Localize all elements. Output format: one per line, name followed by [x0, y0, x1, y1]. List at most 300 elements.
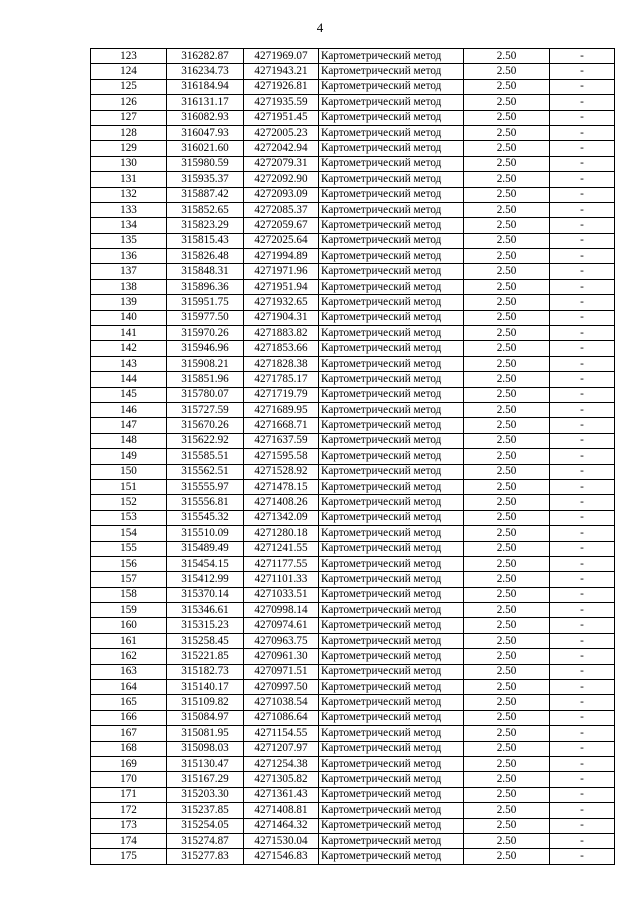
point-number-cell: 130 [91, 156, 167, 171]
y-coordinate-cell: 4272059.67 [244, 218, 319, 233]
coordinates-table [90, 48, 615, 865]
y-coordinate-cell: 4271154.55 [244, 726, 319, 741]
remark-cell: - [550, 64, 615, 79]
x-coordinate-cell: 315084.97 [167, 710, 244, 725]
method-cell: Картометрический метод [319, 449, 464, 464]
table-row [91, 664, 615, 679]
y-coordinate-cell: 4271478.15 [244, 479, 319, 494]
remark-cell: - [550, 233, 615, 248]
x-coordinate-cell: 315109.82 [167, 695, 244, 710]
x-coordinate-cell: 315130.47 [167, 756, 244, 771]
y-coordinate-cell: 4271101.33 [244, 572, 319, 587]
method-cell: Картометрический метод [319, 95, 464, 110]
point-number-cell: 140 [91, 310, 167, 325]
table-row [91, 356, 615, 371]
table-row [91, 387, 615, 402]
y-coordinate-cell: 4271637.59 [244, 433, 319, 448]
x-coordinate-cell: 315980.59 [167, 156, 244, 171]
remark-cell: - [550, 433, 615, 448]
x-coordinate-cell: 315970.26 [167, 326, 244, 341]
accuracy-cell: 2.50 [464, 464, 550, 479]
point-number-cell: 162 [91, 649, 167, 664]
point-number-cell: 160 [91, 618, 167, 633]
method-cell: Картометрический метод [319, 79, 464, 94]
method-cell: Картометрический метод [319, 726, 464, 741]
accuracy-cell: 2.50 [464, 618, 550, 633]
y-coordinate-cell: 4272093.09 [244, 187, 319, 202]
y-coordinate-cell: 4271038.54 [244, 695, 319, 710]
table-row [91, 295, 615, 310]
table-row [91, 449, 615, 464]
point-number-cell: 164 [91, 680, 167, 695]
method-cell: Картометрический метод [319, 187, 464, 202]
method-cell: Картометрический метод [319, 172, 464, 187]
method-cell: Картометрический метод [319, 649, 464, 664]
table-row [91, 202, 615, 217]
remark-cell: - [550, 387, 615, 402]
page-number: 4 [316, 20, 324, 35]
y-coordinate-cell: 4272079.31 [244, 156, 319, 171]
table-row [91, 279, 615, 294]
remark-cell: - [550, 279, 615, 294]
method-cell: Картометрический метод [319, 310, 464, 325]
remark-cell: - [550, 172, 615, 187]
accuracy-cell: 2.50 [464, 572, 550, 587]
x-coordinate-cell: 315935.37 [167, 172, 244, 187]
x-coordinate-cell: 315315.23 [167, 618, 244, 633]
table-row [91, 495, 615, 510]
table-row [91, 587, 615, 602]
remark-cell: - [550, 418, 615, 433]
remark-cell: - [550, 649, 615, 664]
accuracy-cell: 2.50 [464, 526, 550, 541]
remark-cell: - [550, 249, 615, 264]
method-cell: Картометрический метод [319, 356, 464, 371]
table-row [91, 172, 615, 187]
accuracy-cell: 2.50 [464, 495, 550, 510]
x-coordinate-cell: 315370.14 [167, 587, 244, 602]
table-row [91, 141, 615, 156]
remark-cell: - [550, 156, 615, 171]
y-coordinate-cell: 4272042.94 [244, 141, 319, 156]
point-number-cell: 123 [91, 49, 167, 64]
x-coordinate-cell: 315727.59 [167, 402, 244, 417]
x-coordinate-cell: 316282.87 [167, 49, 244, 64]
y-coordinate-cell: 4270997.50 [244, 680, 319, 695]
x-coordinate-cell: 315946.96 [167, 341, 244, 356]
remark-cell: - [550, 772, 615, 787]
method-cell: Картометрический метод [319, 618, 464, 633]
x-coordinate-cell: 315346.61 [167, 603, 244, 618]
point-number-cell: 167 [91, 726, 167, 741]
method-cell: Картометрический метод [319, 556, 464, 571]
x-coordinate-cell: 315489.49 [167, 541, 244, 556]
point-number-cell: 127 [91, 110, 167, 125]
y-coordinate-cell: 4271177.55 [244, 556, 319, 571]
method-cell: Картометрический метод [319, 587, 464, 602]
point-number-cell: 143 [91, 356, 167, 371]
x-coordinate-cell: 315237.85 [167, 803, 244, 818]
x-coordinate-cell: 315585.51 [167, 449, 244, 464]
x-coordinate-cell: 315622.92 [167, 433, 244, 448]
table-row [91, 402, 615, 417]
table-row [91, 156, 615, 171]
point-number-cell: 155 [91, 541, 167, 556]
x-coordinate-cell: 315908.21 [167, 356, 244, 371]
method-cell: Картометрический метод [319, 541, 464, 556]
table-row [91, 833, 615, 848]
method-cell: Картометрический метод [319, 233, 464, 248]
point-number-cell: 132 [91, 187, 167, 202]
accuracy-cell: 2.50 [464, 433, 550, 448]
table-row [91, 603, 615, 618]
method-cell: Картометрический метод [319, 572, 464, 587]
remark-cell: - [550, 264, 615, 279]
y-coordinate-cell: 4271943.21 [244, 64, 319, 79]
point-number-cell: 169 [91, 756, 167, 771]
y-coordinate-cell: 4270971.51 [244, 664, 319, 679]
point-number-cell: 156 [91, 556, 167, 571]
remark-cell: - [550, 680, 615, 695]
x-coordinate-cell: 315167.29 [167, 772, 244, 787]
table-row [91, 695, 615, 710]
table-row [91, 326, 615, 341]
y-coordinate-cell: 4271904.31 [244, 310, 319, 325]
remark-cell: - [550, 849, 615, 864]
x-coordinate-cell: 315510.09 [167, 526, 244, 541]
y-coordinate-cell: 4271342.09 [244, 510, 319, 525]
y-coordinate-cell: 4271546.83 [244, 849, 319, 864]
point-number-cell: 166 [91, 710, 167, 725]
point-number-cell: 141 [91, 326, 167, 341]
point-number-cell: 124 [91, 64, 167, 79]
point-number-cell: 133 [91, 202, 167, 217]
method-cell: Картометрический метод [319, 326, 464, 341]
point-number-cell: 125 [91, 79, 167, 94]
accuracy-cell: 2.50 [464, 218, 550, 233]
accuracy-cell: 2.50 [464, 79, 550, 94]
accuracy-cell: 2.50 [464, 110, 550, 125]
x-coordinate-cell: 315556.81 [167, 495, 244, 510]
point-number-cell: 174 [91, 833, 167, 848]
point-number-cell: 154 [91, 526, 167, 541]
x-coordinate-cell: 315851.96 [167, 372, 244, 387]
x-coordinate-cell: 315852.65 [167, 202, 244, 217]
y-coordinate-cell: 4271719.79 [244, 387, 319, 402]
y-coordinate-cell: 4271994.89 [244, 249, 319, 264]
remark-cell: - [550, 633, 615, 648]
point-number-cell: 161 [91, 633, 167, 648]
point-number-cell: 144 [91, 372, 167, 387]
point-number-cell: 150 [91, 464, 167, 479]
x-coordinate-cell: 315254.05 [167, 818, 244, 833]
method-cell: Картометрический метод [319, 49, 464, 64]
accuracy-cell: 2.50 [464, 187, 550, 202]
table-row [91, 803, 615, 818]
y-coordinate-cell: 4271951.45 [244, 110, 319, 125]
accuracy-cell: 2.50 [464, 233, 550, 248]
x-coordinate-cell: 315562.51 [167, 464, 244, 479]
x-coordinate-cell: 315140.17 [167, 680, 244, 695]
remark-cell: - [550, 618, 615, 633]
accuracy-cell: 2.50 [464, 833, 550, 848]
remark-cell: - [550, 556, 615, 571]
method-cell: Картометрический метод [319, 341, 464, 356]
point-number-cell: 145 [91, 387, 167, 402]
accuracy-cell: 2.50 [464, 680, 550, 695]
y-coordinate-cell: 4271241.55 [244, 541, 319, 556]
point-number-cell: 146 [91, 402, 167, 417]
accuracy-cell: 2.50 [464, 633, 550, 648]
accuracy-cell: 2.50 [464, 341, 550, 356]
point-number-cell: 129 [91, 141, 167, 156]
table-row [91, 79, 615, 94]
point-number-cell: 139 [91, 295, 167, 310]
y-coordinate-cell: 4271528.92 [244, 464, 319, 479]
table-row [91, 572, 615, 587]
point-number-cell: 170 [91, 772, 167, 787]
table-row [91, 372, 615, 387]
table-row [91, 818, 615, 833]
accuracy-cell: 2.50 [464, 756, 550, 771]
remark-cell: - [550, 326, 615, 341]
method-cell: Картометрический метод [319, 787, 464, 802]
method-cell: Картометрический метод [319, 710, 464, 725]
remark-cell: - [550, 587, 615, 602]
table-row [91, 49, 615, 64]
y-coordinate-cell: 4270998.14 [244, 603, 319, 618]
accuracy-cell: 2.50 [464, 710, 550, 725]
x-coordinate-cell: 316131.17 [167, 95, 244, 110]
table-row [91, 310, 615, 325]
accuracy-cell: 2.50 [464, 95, 550, 110]
remark-cell: - [550, 741, 615, 756]
table-row [91, 433, 615, 448]
remark-cell: - [550, 110, 615, 125]
point-number-cell: 142 [91, 341, 167, 356]
y-coordinate-cell: 4270963.75 [244, 633, 319, 648]
remark-cell: - [550, 526, 615, 541]
accuracy-cell: 2.50 [464, 541, 550, 556]
method-cell: Картометрический метод [319, 803, 464, 818]
method-cell: Картометрический метод [319, 64, 464, 79]
y-coordinate-cell: 4271305.82 [244, 772, 319, 787]
accuracy-cell: 2.50 [464, 264, 550, 279]
method-cell: Картометрический метод [319, 603, 464, 618]
method-cell: Картометрический метод [319, 372, 464, 387]
y-coordinate-cell: 4271785.17 [244, 372, 319, 387]
accuracy-cell: 2.50 [464, 849, 550, 864]
method-cell: Картометрический метод [319, 141, 464, 156]
remark-cell: - [550, 402, 615, 417]
table-row [91, 633, 615, 648]
x-coordinate-cell: 315826.48 [167, 249, 244, 264]
point-number-cell: 152 [91, 495, 167, 510]
method-cell: Картометрический метод [319, 695, 464, 710]
x-coordinate-cell: 316021.60 [167, 141, 244, 156]
remark-cell: - [550, 141, 615, 156]
table-row [91, 849, 615, 864]
table-row [91, 618, 615, 633]
remark-cell: - [550, 726, 615, 741]
x-coordinate-cell: 315896.36 [167, 279, 244, 294]
x-coordinate-cell: 316234.73 [167, 64, 244, 79]
x-coordinate-cell: 315848.31 [167, 264, 244, 279]
accuracy-cell: 2.50 [464, 387, 550, 402]
accuracy-cell: 2.50 [464, 818, 550, 833]
table-row [91, 418, 615, 433]
remark-cell: - [550, 818, 615, 833]
table-row [91, 233, 615, 248]
method-cell: Картометрический метод [319, 387, 464, 402]
remark-cell: - [550, 464, 615, 479]
y-coordinate-cell: 4271408.81 [244, 803, 319, 818]
accuracy-cell: 2.50 [464, 510, 550, 525]
table-row [91, 479, 615, 494]
method-cell: Картометрический метод [319, 279, 464, 294]
remark-cell: - [550, 603, 615, 618]
point-number-cell: 163 [91, 664, 167, 679]
accuracy-cell: 2.50 [464, 741, 550, 756]
table-row [91, 526, 615, 541]
y-coordinate-cell: 4271530.04 [244, 833, 319, 848]
y-coordinate-cell: 4271464.32 [244, 818, 319, 833]
point-number-cell: 148 [91, 433, 167, 448]
accuracy-cell: 2.50 [464, 49, 550, 64]
point-number-cell: 138 [91, 279, 167, 294]
x-coordinate-cell: 315780.07 [167, 387, 244, 402]
accuracy-cell: 2.50 [464, 587, 550, 602]
x-coordinate-cell: 315815.43 [167, 233, 244, 248]
accuracy-cell: 2.50 [464, 141, 550, 156]
table-row [91, 125, 615, 140]
remark-cell: - [550, 803, 615, 818]
method-cell: Картометрический метод [319, 495, 464, 510]
point-number-cell: 134 [91, 218, 167, 233]
method-cell: Картометрический метод [319, 202, 464, 217]
method-cell: Картометрический метод [319, 833, 464, 848]
method-cell: Картометрический метод [319, 849, 464, 864]
y-coordinate-cell: 4271828.38 [244, 356, 319, 371]
remark-cell: - [550, 664, 615, 679]
accuracy-cell: 2.50 [464, 803, 550, 818]
y-coordinate-cell: 4271280.18 [244, 526, 319, 541]
accuracy-cell: 2.50 [464, 310, 550, 325]
y-coordinate-cell: 4271207.97 [244, 741, 319, 756]
y-coordinate-cell: 4270974.61 [244, 618, 319, 633]
remark-cell: - [550, 125, 615, 140]
table-row [91, 341, 615, 356]
x-coordinate-cell: 315221.85 [167, 649, 244, 664]
accuracy-cell: 2.50 [464, 449, 550, 464]
method-cell: Картометрический метод [319, 218, 464, 233]
remark-cell: - [550, 310, 615, 325]
accuracy-cell: 2.50 [464, 479, 550, 494]
y-coordinate-cell: 4271254.38 [244, 756, 319, 771]
remark-cell: - [550, 341, 615, 356]
remark-cell: - [550, 833, 615, 848]
x-coordinate-cell: 315977.50 [167, 310, 244, 325]
y-coordinate-cell: 4272085.37 [244, 202, 319, 217]
y-coordinate-cell: 4272092.90 [244, 172, 319, 187]
y-coordinate-cell: 4271361.43 [244, 787, 319, 802]
point-number-cell: 136 [91, 249, 167, 264]
table-row [91, 218, 615, 233]
x-coordinate-cell: 315274.87 [167, 833, 244, 848]
table-row [91, 649, 615, 664]
table-row [91, 680, 615, 695]
y-coordinate-cell: 4271595.58 [244, 449, 319, 464]
method-cell: Картометрический метод [319, 402, 464, 417]
accuracy-cell: 2.50 [464, 326, 550, 341]
method-cell: Картометрический метод [319, 418, 464, 433]
y-coordinate-cell: 4272005.23 [244, 125, 319, 140]
remark-cell: - [550, 541, 615, 556]
accuracy-cell: 2.50 [464, 356, 550, 371]
table-row [91, 741, 615, 756]
accuracy-cell: 2.50 [464, 249, 550, 264]
method-cell: Картометрический метод [319, 680, 464, 695]
point-number-cell: 158 [91, 587, 167, 602]
point-number-cell: 157 [91, 572, 167, 587]
table-row [91, 187, 615, 202]
x-coordinate-cell: 315555.97 [167, 479, 244, 494]
x-coordinate-cell: 315098.03 [167, 741, 244, 756]
method-cell: Картометрический метод [319, 433, 464, 448]
accuracy-cell: 2.50 [464, 202, 550, 217]
point-number-cell: 159 [91, 603, 167, 618]
method-cell: Картометрический метод [319, 295, 464, 310]
y-coordinate-cell: 4271853.66 [244, 341, 319, 356]
remark-cell: - [550, 187, 615, 202]
remark-cell: - [550, 95, 615, 110]
remark-cell: - [550, 372, 615, 387]
table-row [91, 249, 615, 264]
accuracy-cell: 2.50 [464, 295, 550, 310]
y-coordinate-cell: 4270961.30 [244, 649, 319, 664]
method-cell: Картометрический метод [319, 741, 464, 756]
point-number-cell: 175 [91, 849, 167, 864]
table-row [91, 556, 615, 571]
remark-cell: - [550, 295, 615, 310]
table-row [91, 110, 615, 125]
accuracy-cell: 2.50 [464, 125, 550, 140]
table-row [91, 787, 615, 802]
point-number-cell: 137 [91, 264, 167, 279]
table-row [91, 464, 615, 479]
x-coordinate-cell: 315081.95 [167, 726, 244, 741]
method-cell: Картометрический метод [319, 125, 464, 140]
method-cell: Картометрический метод [319, 510, 464, 525]
x-coordinate-cell: 316082.93 [167, 110, 244, 125]
y-coordinate-cell: 4271969.07 [244, 49, 319, 64]
x-coordinate-cell: 315887.42 [167, 187, 244, 202]
y-coordinate-cell: 4271935.59 [244, 95, 319, 110]
table-row [91, 772, 615, 787]
point-number-cell: 172 [91, 803, 167, 818]
remark-cell: - [550, 79, 615, 94]
method-cell: Картометрический метод [319, 633, 464, 648]
accuracy-cell: 2.50 [464, 695, 550, 710]
x-coordinate-cell: 315823.29 [167, 218, 244, 233]
accuracy-cell: 2.50 [464, 726, 550, 741]
x-coordinate-cell: 316047.93 [167, 125, 244, 140]
accuracy-cell: 2.50 [464, 787, 550, 802]
point-number-cell: 131 [91, 172, 167, 187]
accuracy-cell: 2.50 [464, 649, 550, 664]
table-row [91, 541, 615, 556]
method-cell: Картометрический метод [319, 756, 464, 771]
